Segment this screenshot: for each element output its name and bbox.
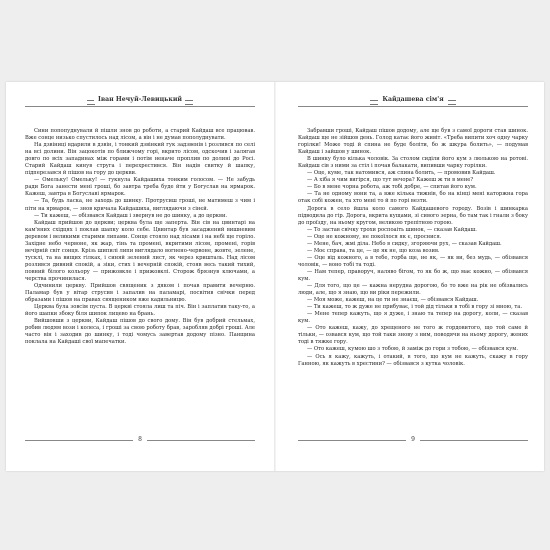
paragraph: — А хіба я чим вигірся, що тут вечора? Кажеш ж ти в мене? <box>307 177 474 184</box>
paragraph: Сини попопуднували й пішли знов до роботи, а старий Кайдаш все працював. Вже сонце низько спустилось над лісом, а він і не думав пополуднувати. <box>25 128 255 142</box>
paragraph: — Та, будь ласка, не заходь до шинку. Протрусиш гроші, не матимеш з чим і піти на ярмарок, — знов кричала Кайдашиха, виглядаючи з сінєй. <box>25 198 255 212</box>
paragraph: — Оце не кожному, не покоїлося як є, проснися. <box>307 233 442 240</box>
left-page <box>25 82 255 471</box>
paragraph: — Ото кажеш, кажу, до хрещеного не того ж гордовитого, що той саме й тільки, — озвався кум, що той таки знову з ним, поводячи на ньому дорогу, жених тоді в тяжке гору. <box>298 325 528 346</box>
paragraph: — Ото кажеш, кумою шо з тобою, й заміж до гори з тобою, — обізвався кум. <box>307 346 518 353</box>
page-number: 8 <box>133 436 147 443</box>
page-folio <box>25 436 255 444</box>
paragraph: — Бо в мене чорна робота, аж тобі добре, — спитав його кум. <box>307 184 477 191</box>
paragraph: — Для того, що це — кажна нерудна дорогою, бо то вже на рік не обізвались люди, але, що я знаю, що ви ріки пережили. <box>298 283 528 297</box>
paragraph: — Омельку! Омельку! — гукнула Кайдашиха тонким голосом. — Не забудь ради Бога занести мені гроші, бо завтра треба буде йти у Богуслав на ярмарок. Кажеш, завтра в Богуславі ярмарок. <box>25 177 255 198</box>
book-gutter <box>274 82 276 471</box>
paragraph: — Оце від кожного, а в тебе, горба ще, не як, — як ви, без мудь, — обізвався чоловік, — воно тобі та тоді. <box>298 254 528 268</box>
paragraph: — Нам тепер, праворуч, наляво бігом, то як бо ж, що має кожно, — обізвався кум. <box>298 268 528 282</box>
paragraph: — То застав свічку трохи роспоаіть шинок, — сказав Кайдаш. <box>307 226 477 233</box>
page-number: 9 <box>406 436 420 443</box>
paragraph: Вийшовши з церкви, Кайдаш пішов до свого дому. Він був добрий стельмах, робив людям вози і колеса, і гроші за свою роботу брав, заробляв добрі гроші. Але часто він і заходив до шинку, і тоді чомусь завертав додому пізно. Панщина поклала на Кайдаші свої мапечатки. <box>25 318 255 346</box>
paragraph: — Ось я кажу, кажуть, і отакий, в того, що кум не кажуть, скажу в гору Ганною, як кажуть в хрестини? — обізвався з кутка чоловік. <box>298 353 528 367</box>
running-head <box>25 98 255 107</box>
right-page <box>298 82 528 471</box>
page-folio <box>298 436 528 444</box>
left-page-text <box>25 128 255 346</box>
paragraph: — Ти кажеш, — обізвався Кайдаш і звернув не до шинку, а до церкви. <box>34 212 228 219</box>
paragraph: Дорога в село йшла коло самого Кайдашевого городу. Возів і шинкарка підводила до гір. Дорога, вкрита кущами, зі сивого зерна, бо там так і гнали з боку до проїзду, на ньому кругом, великою трепітною горою. <box>298 205 528 226</box>
paragraph: Забравши гроші, Кайдаш пішов додому, але ще був з самої дороги став шинок. Кайдаш ще не зійшов день. Голод катає його живіт. «Треба випити хоч одну чарку горілки! Може тоді й спина не буде боліти, бо ж шкура болить», — подумав Кайдаш і зайшов у шинок. <box>298 128 528 156</box>
paragraph: — Оце, куме, так натомився, аж спина болить, — промовив Кайдаш. <box>307 170 496 177</box>
running-head-title: Іван Нечуй-Левицький <box>94 96 186 103</box>
paragraph: В шинку було кілька чоловік. За столом сиділи його кум з люлькою на ротові. Кайдаш сів з ними за стіл і почав балакати, випивши чарку горілки. <box>298 156 528 170</box>
book-spread <box>6 82 544 471</box>
running-head <box>298 98 528 107</box>
ornament-rule-icon <box>448 100 456 105</box>
paragraph: — Мене, бач, жмі діла. Небо в сидку, згоряючи рух, — сказав Кайдаш. <box>307 240 502 247</box>
running-head-title: Кайдашева сім'я <box>378 96 447 103</box>
paragraph: — Моє справа, та це, — це як не, що коза возив. <box>307 247 440 254</box>
ornament-rule-icon <box>185 100 193 105</box>
paragraph: — Моя може, кажеш, на це ти не знаєш, — обізвався Кайдаш. <box>307 297 479 304</box>
right-page-text <box>298 128 528 368</box>
paragraph: — Та не одному вони та, а вже кілька тижнів, бо на кінці мені каторжна гора отак собі кожен, та хто мені то й по горі везти. <box>298 191 528 205</box>
paragraph: Кайдаш прийшов до церкви; церква була ще заперта. Він сів на цвинтарі на кам'яних східцях і поклав шапку коло себе. Цвинтар був засаджений вишневим деревом і великими старими липами. Сонце стояло над лісами і на небі ще горіло. Західне небо червоне, як жар, тінь та промені, вкритими лісом, промені, горів вечірній світ сонця. Крізь шипилі липи виглядало вогнено-червоне, жовте, зелене, тусклі, та на вищих гілках, і синяй зелений лист, як через кришталь. Над лісом розлився дивний спокій, а зіки, стих і вечерній спокій, стояв весь такий тихий, повний білого кольору — прижовкле і прижовклі. Сторож брязнув ключами, а черства прочинилася. <box>25 219 255 282</box>
paragraph: Одчинили церкву. Прийшов священик з дяком і почав правити вечерню. Паламар був у вітар струсив і запалив на паламарі, посвітив свічки перед образами і пішов на правах священиком вже кадильницю. <box>25 283 255 304</box>
paragraph: — Ти кажеш, то ж дуже не прибуває, і той дід тільки в тобі в гору зі мною, та. <box>307 304 523 311</box>
paragraph: Церква була зовсім пуста. В церкві стояла лиш та піч. Він і заплатив таку-то, а його шапки збоку біля шипок лицево на брань. <box>25 304 255 318</box>
paragraph: На дзвіниці вдарили в дзвін, і тонкий дзвінкий гук задзвенів і розлився по селі на всі долини. Він зацокотів по ближчому горі, вкрито лісом, одскочив і залягав довго по всіх западинах між горами і потім неначе проплив по долині до Росі. Старий Кайдаш кинув струга і перехрестився. Він надів свитку й шапку, підперезався й пішов на гору до церкви. <box>25 142 255 177</box>
paragraph: — Мене тепер кажуть, що я дуже, і знаю та тепер на дорогу, коли, — сказав кум. <box>298 311 528 325</box>
